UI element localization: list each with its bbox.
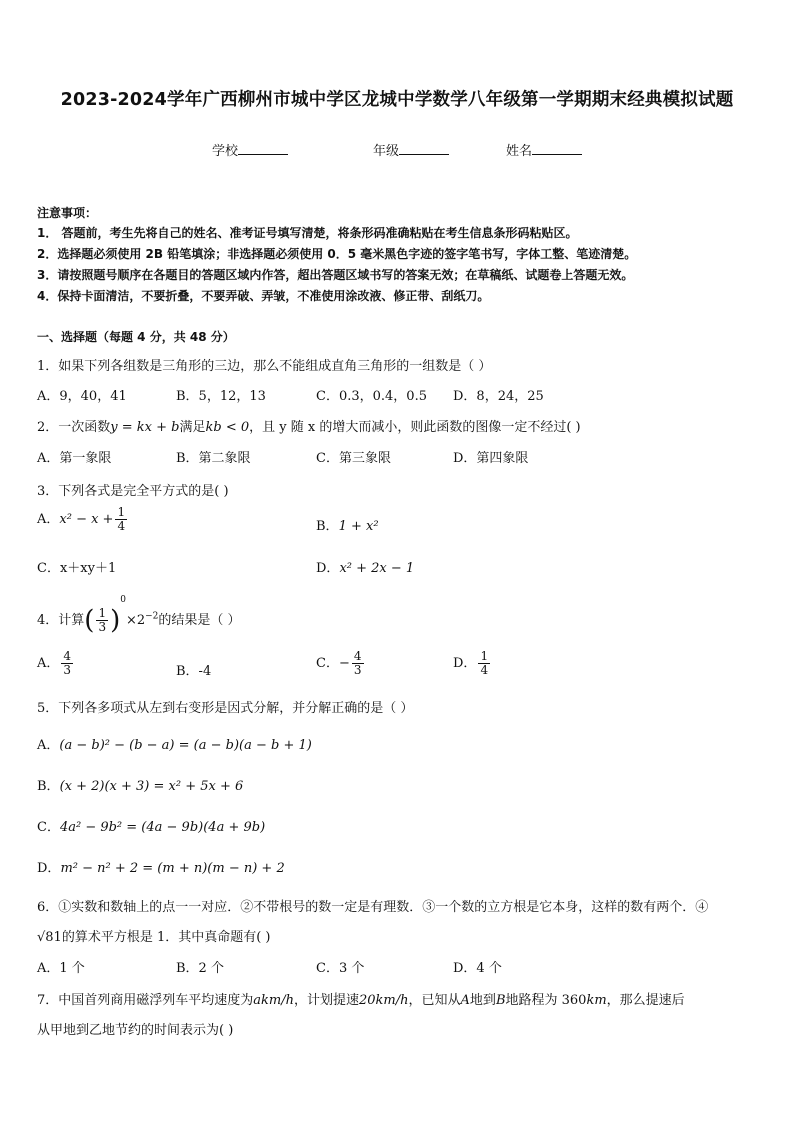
fraction: $\frac{1}{4}$ xyxy=(480,649,489,677)
q6-option-b: B．2 个 xyxy=(176,961,224,976)
grade-field: 年级 xyxy=(373,140,449,159)
q1-option-d: D．8，24，25 xyxy=(453,389,544,404)
q5-option-a: A．(a − b)² − (b − a) = (a − b)(a − b + 1) xyxy=(37,738,312,753)
section-heading: 一、选择题（每题 4 分，共 48 分） xyxy=(37,330,235,344)
q3-option-c: C．x＋xy＋1 xyxy=(37,561,117,576)
fraction: $\frac{1}{4}$ xyxy=(117,505,126,533)
fraction: $\frac{1}{3}$ xyxy=(98,606,107,634)
q4-option-c: C．− $\frac{4}{3}$ xyxy=(316,649,362,677)
question-5-stem: 5．下列各多项式从左到右变形是因式分解，并分解正确的是（ ） xyxy=(37,701,414,716)
sqrt-81: √81 xyxy=(37,930,62,945)
q1-option-c: C．0.3，0.4，0.5 xyxy=(316,389,427,404)
note-item: 2．选择题必须使用 2B 铅笔填涂；非选择题必须使用 0．5 毫米黑色字迹的签字笔书写，字体工整、笔迹清楚。 xyxy=(37,247,637,261)
question-7-line-2: 从甲地到乙地节约的时间表示为( ) xyxy=(37,1023,234,1038)
note-item: 3．请按照题号顺序在各题目的答题区域内作答，超出答题区域书写的答案无效；在草稿纸、试题卷上答题无效。 xyxy=(37,268,634,282)
q3-option-b: B．1 + x² xyxy=(316,519,379,534)
q1-option-b: B．5，12，13 xyxy=(176,389,266,404)
q5-option-b: B．(x + 2)(x + 3) = x² + 5x + 6 xyxy=(37,779,244,794)
name-blank xyxy=(532,142,582,155)
note-item: 1． 答题前，考生先将自己的姓名、准考证号填写清楚，将条形码准确粘贴在考生信息条形码粘贴区。 xyxy=(37,226,578,240)
q2-option-d: D．第四象限 xyxy=(453,451,529,466)
q5-option-c: C．4a² − 9b² = (4a − 9b)(4a + 9b) xyxy=(37,820,266,835)
q3-option-a: A．x² − x + $\frac{1}{4}$ xyxy=(37,505,126,533)
name-field: 姓名 xyxy=(506,140,582,159)
note-item: 4．保持卡面清洁，不要折叠，不要弄破、弄皱，不准使用涂改液、修正带、刮纸刀。 xyxy=(37,289,490,303)
question-6-line-1: 6．①实数和数轴上的点一一对应．②不带根号的数一定是有理数．③一个数的立方根是它本身，这样的数有两个．④ xyxy=(37,900,709,915)
q3-option-d: D．x² + 2x − 1 xyxy=(316,561,415,576)
q6-option-c: C．3 个 xyxy=(316,961,365,976)
question-1-stem: 1．如果下列各组数是三角形的三边，那么不能组成直角三角形的一组数是（ ） xyxy=(37,359,492,374)
fraction: $\frac{4}{3}$ xyxy=(63,649,72,677)
q1-option-a: A．9，40，41 xyxy=(37,389,127,404)
school-field: 学校 xyxy=(212,140,288,159)
q5-option-d: D．m² − n² + 2 = (m + n)(m − n) + 2 xyxy=(37,861,285,876)
notes-heading: 注意事项： xyxy=(37,206,98,220)
q2-option-a: A．第一象限 xyxy=(37,451,112,466)
question-7-line-1: 7．中国首列商用磁浮列车平均速度为akm/h，计划提速20km/h，已知从A地到B地路程为 360km，那么提速后 xyxy=(37,993,685,1008)
q2-condition: kb < 0 xyxy=(205,420,250,435)
page-title: 2023-2024学年广西柳州市城中学区龙城中学数学八年级第一学期期末经典模拟试题 xyxy=(60,90,734,110)
q2-option-c: C．第三象限 xyxy=(316,451,391,466)
fraction: $\frac{4}{3}$ xyxy=(353,649,362,677)
question-3-stem: 3．下列各式是完全平方式的是( ) xyxy=(37,484,229,499)
school-blank xyxy=(238,142,288,155)
q2-function: y = kx + b xyxy=(110,420,180,435)
question-6-line-2: √81的算术平方根是 1．其中真命题有( ) xyxy=(37,930,271,945)
question-2-stem: 2．一次函数y = kx + b满足kb < 0，且 y 随 x 的增大而减小，则此函数的图像一定不经过( ) xyxy=(37,420,581,435)
q6-option-a: A．1 个 xyxy=(37,961,85,976)
q4-option-a: A． $\frac{4}{3}$ xyxy=(37,649,72,677)
q6-option-d: D．4 个 xyxy=(453,961,502,976)
q4-option-b: B．-4 xyxy=(176,664,212,679)
q2-option-b: B．第二象限 xyxy=(176,451,251,466)
q4-option-d: D． $\frac{1}{4}$ xyxy=(453,649,489,677)
question-4-stem: 4．计算( $\frac{1}{3}$ )$^0\times 2^{-2}$的结果是（ ） xyxy=(37,595,241,636)
grade-blank xyxy=(399,142,449,155)
